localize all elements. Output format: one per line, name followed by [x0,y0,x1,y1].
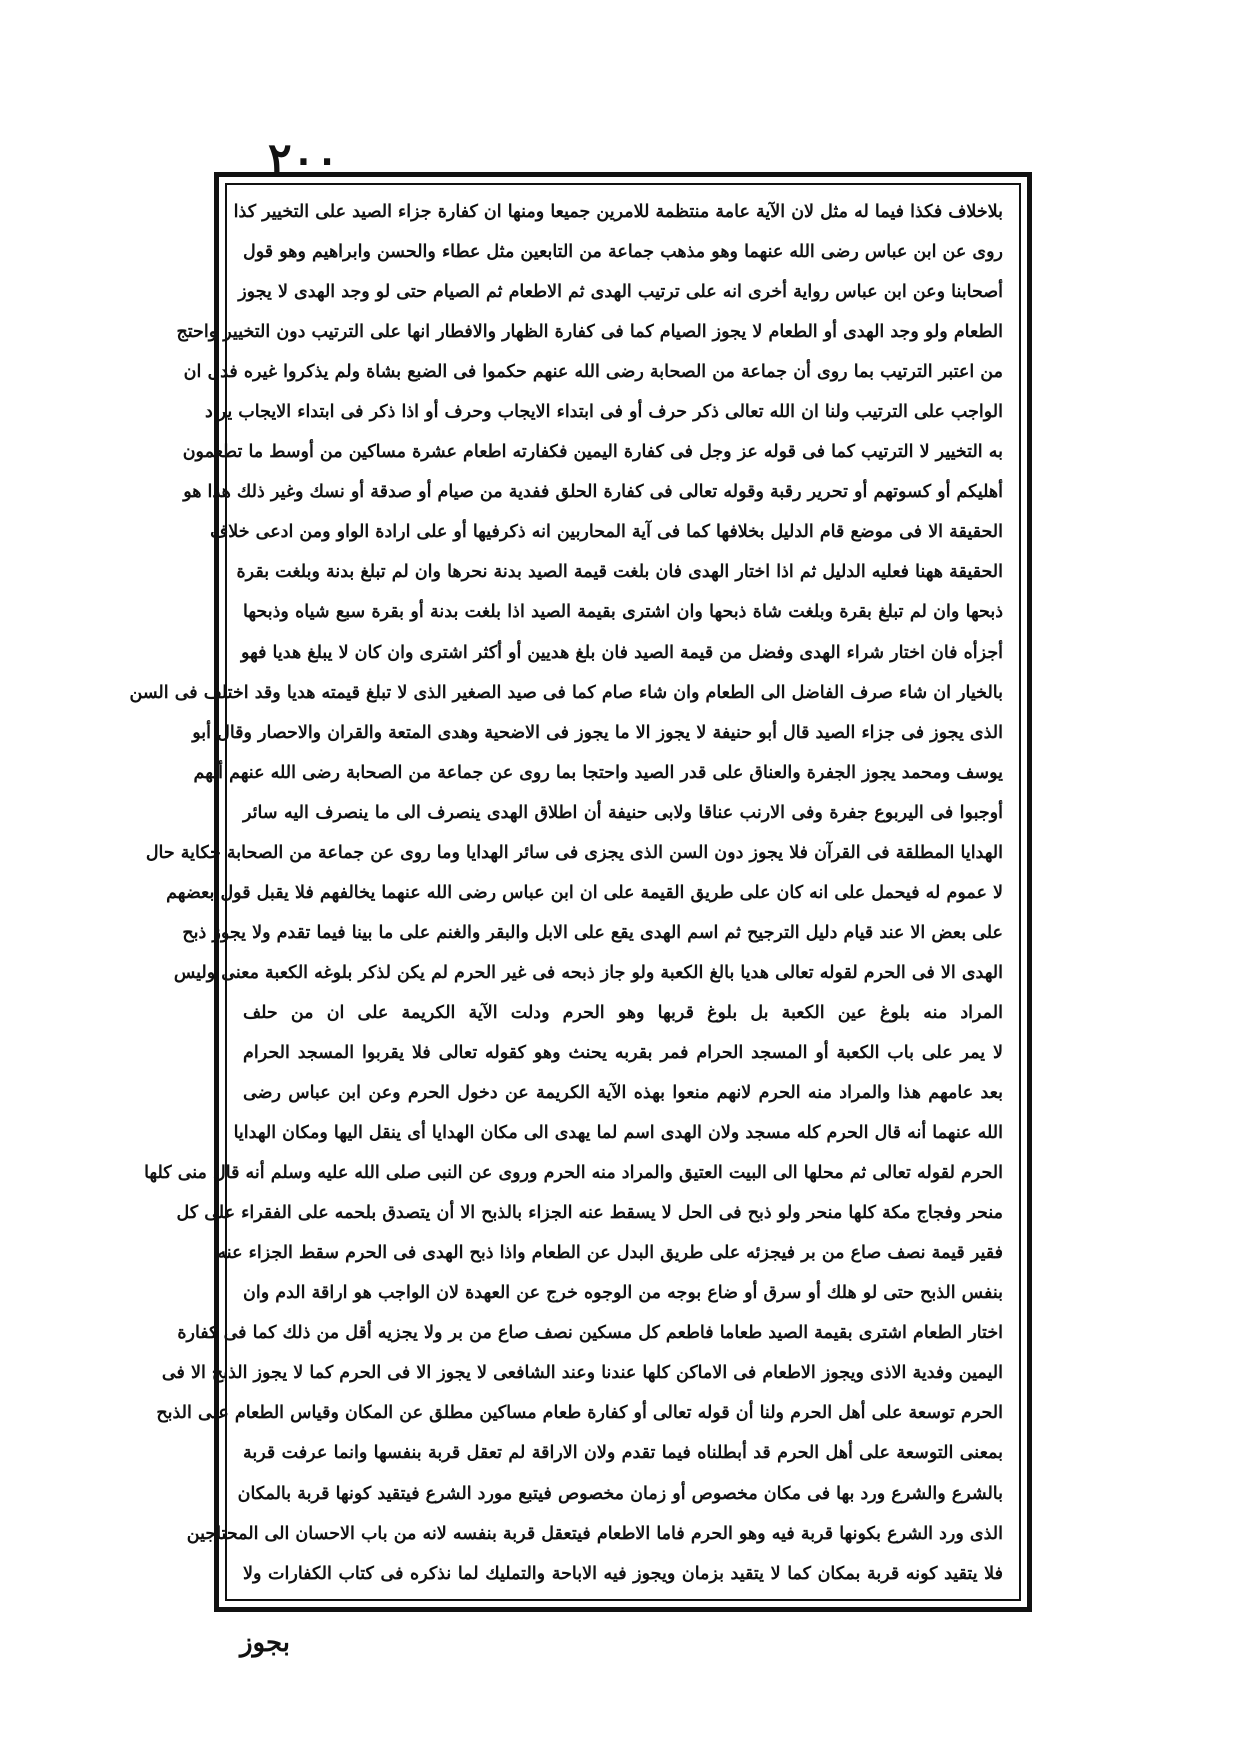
page-frame-inner-border [129,183,1021,1601]
text-line: على بعض الا عند قيام دليل الترجيح ثم اسم الهدى يقع على الابل والبقر والغنم على ما بينا فيما تقدم ولا يجوز ذبح [182,922,1003,943]
text-line: بالشرع والشرع ورد بها فى مكان مخصوص أو زمان مخصوص فيتبع مورد الشرع فيتقيد كونها قربة بالمكان [237,1483,1003,1504]
text-line: الحرم توسعة على أهل الحرم ولنا أن قوله تعالى أو كفارة طعام مساكين مطلق عن المكان وقياس الطعام على الذبح [156,1403,1003,1424]
text-line: فقير قيمة نصف صاع من بر فيجزئه على طريق البدل عن الطعام واذا ذبح الهدى فى الحرم سقط الجزاء عنه [217,1243,1003,1264]
text-line: روى عن ابن عباس رضى الله عنهما وهو مذهب جماعة من التابعين مثل عطاء والحسن وابراهيم وهو قول [243,242,1003,263]
main-text-block [129,195,1003,1591]
text-line: أجزأه فان اختار شراء الهدى وفضل من قيمة الصيد فان بلغ هديين أو أكثر اشترى وان كان لا يبلغ هديا فهو [240,642,1003,663]
text-line: ذبحها وان لم تبلغ بقرة وبلغت شاة ذبحها وان اشترى بقيمة الصيد اذا بلغت بدنة أو بقرة سبع شياه وذبحها [243,602,1003,623]
text-line: الله عنهما أنه قال الحرم كله مسجد ولان الهدى اسم لما يهدى الى مكان الهدايا أى ينقل اليها ومكان الهدايا [233,1123,1003,1144]
text-line: الهدايا المطلقة فى القرآن فلا يجوز دون السن الذى يجزى فى سائر الهدايا وما روى عن جماعة من الصحابة حكاية حال [145,842,1003,863]
text-line: لا عموم له فيحمل على انه كان على طريق القيمة على ان ابن عباس رضى الله عنهما يخالفهم فلا يقبل قول بعضهم [166,882,1003,903]
text-line: المراد منه بلوغ عين الكعبة بل بلوغ قربها وهو الحرم ودلت الآية الكريمة على ان من حلف [243,1002,1003,1023]
catchword: بجوز [240,1628,291,1658]
text-line: الهدى الا فى الحرم لقوله تعالى هديا بالغ الكعبة ولو جاز ذبحه فى غير الحرم لم يكن لذكر بلوغه الكعبة معنى وليس [173,962,1003,983]
text-line: اليمين وفدية الاذى ويجوز الاطعام فى الاماكن كلها عندنا وعند الشافعى لا يجوز الا فى الحرم كما لا يجوز الذبح الا فى [161,1363,1003,1384]
text-line: أصحابنا وعن ابن عباس رواية أخرى انه على ترتيب الهدى ثم الاطعام ثم الصيام حتى لو وجد الهدى لا يجوز [238,282,1003,303]
text-line: اختار الطعام اشترى بقيمة الصيد طعاما فاطعم كل مسكين نصف صاع من بر ولا يجزيه أقل من ذلك كما فى كفارة [177,1323,1003,1344]
text-line: أوجبوا فى اليربوع جفرة وفى الارنب عناقا ولابى حنيفة أن اطلاق الهدى ينصرف الى ما ينصرف اليه سائر [243,802,1003,823]
text-line: به التخيير لا الترتيب كما فى قوله عز وجل فى كفارة اليمين فكفارته اطعام عشرة مساكين من أوسط ما تطعمون [182,442,1003,463]
page-number: ٢٠٠ [268,134,339,185]
text-line: أهليكم أو كسوتهم أو تحرير رقبة وقوله تعالى فى كفارة الحلق ففدية من صيام أو صدقة أو نسك وغير ذلك هذا هو [183,482,1003,503]
text-line: بالخيار ان شاء صرف الفاضل الى الطعام وان شاء صام كما فى صيد الصغير الذى لا تبلغ قيمته هديا وقد اختلف فى السن [129,682,1003,703]
page-frame [129,172,1032,1612]
text-line: بلاخلاف فكذا فيما له مثل لان الآية عامة منتظمة للامرين جميعا ومنها ان كفارة جزاء الصيد على التخيير كذا [233,202,1003,222]
text-line: من اعتبر الترتيب بما روى أن جماعة من الصحابة رضى الله عنهم حكموا فى الضبع بشاة ولم يذكروا غيره فدل ان [183,362,1003,383]
text-line: الحرم لقوله تعالى ثم محلها الى البيت العتيق والمراد منه الحرم وروى عن النبى صلى الله عليه وسلم أنه قال منى كلها [144,1163,1003,1184]
text-line: الذى ورد الشرع بكونها قربة فيه وهو الحرم فاما الاطعام فيتعقل قربة بنفسه لانه من باب الاحسان الى المحتاجين [186,1523,1003,1544]
text-line: لا يمر على باب الكعبة أو المسجد الحرام فمر بقربه يحنث وهو كقوله تعالى فلا يقربوا المسجد الحرام [243,1042,1003,1063]
text-line: يوسف ومحمد يجوز الجفرة والعناق على قدر الصيد واحتجا بما روى عن جماعة من الصحابة رضى الله عنهم أنهم [193,762,1003,783]
text-line: بمعنى التوسعة على أهل الحرم قد أبطلناه فيما تقدم ولان الاراقة لم تعقل قربة بنفسها وانما عرفت قربة [243,1443,1003,1464]
text-line: بنفس الذبح حتى لو هلك أو سرق أو ضاع بوجه من الوجوه خرج عن العهدة لان الواجب هو اراقة الدم وان [243,1283,1003,1304]
text-line: بعد عامهم هذا والمراد منه الحرم لانهم منعوا بهذه الآية الكريمة عن دخول الحرم وعن ابن عباس رضى [243,1083,1003,1104]
text-line: فلا يتقيد كونه قربة بمكان كما لا يتقيد بزمان ويجوز فيه الاباحة والتمليك لما نذكره فى كتاب الكفارات ولا [243,1563,1003,1584]
text-line: منحر وفجاج مكة كلها منحر ولو ذبح فى الحل لا يسقط عنه الجزاء بالذبح الا أن يتصدق بلحمه على الفقراء على كل [176,1203,1003,1224]
text-line: الحقيقة الا فى موضع قام الدليل بخلافها كما فى آية المحاربين انه ذكرفيها أو على ارادة الواو ومن ادعى خلاف [210,522,1003,543]
text-line: الواجب على الترتيب ولنا ان الله تعالى ذكر حرف أو فى ابتداء الايجاب وحرف أو اذا ذكر فى ابتداء الايجاب يراد [205,402,1003,423]
text-line: الحقيقة ههنا فعليه الدليل ثم اذا اختار الهدى فان بلغت قيمة الصيد بدنة نحرها وان لم تبلغ بدنة وبلغت بقرة [236,562,1003,583]
text-line: الذى يجوز فى جزاء الصيد قال أبو حنيفة لا يجوز الا ما يجوز فى الاضحية وهدى المتعة والقران والاحصار وقال أبو [192,722,1003,743]
text-line: الطعام ولو وجد الهدى أو الطعام لا يجوز الصيام كما فى كفارة الظهار والافطار انها على الترتيب دون التخيير واحتج [176,322,1003,343]
